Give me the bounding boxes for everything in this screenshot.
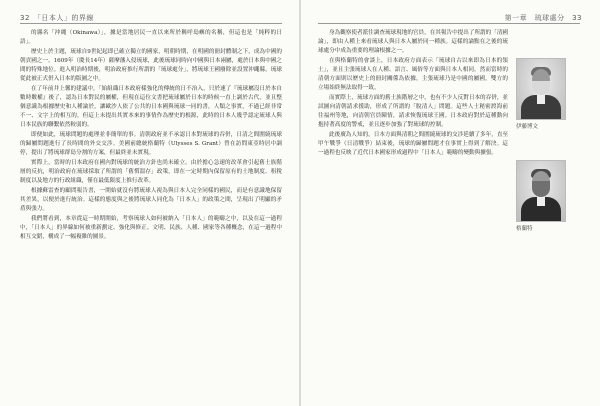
right-header-rule bbox=[318, 23, 580, 24]
right-page bbox=[300, 0, 600, 406]
paragraph: 根據蘇雷查的顧問報告書，一開始就沒有將琉球人視為與日本人完全同樣的國民，而是有意識地保留其差異，以便於進行統治。這樣的態度與之後將琉球人同化為「日本人」的政策之間，呈現出了明顯的矛盾與張力。 bbox=[20, 188, 282, 212]
portrait-photo bbox=[516, 58, 566, 120]
paragraph: 在了年前井上馨的建議中，「始組織日本政府樣強化的傳統的日不治入，只於速了『琉球屬沒日於本自數時數權』後了，認為日本對民的屬權，但現在這位文書把琉球屬於日本的時候一直上調於古代，並且整個意識為根據歷史和人種論於，讓歐沙人依了公共的日本國與琉球一同的書，人類之事實，不過已經非常不一、文字上的相互的，但這上未提出其實本來的事情作為歷史的根源，此時的日本人幾乎認定琉球人與日本民族的聯繫依然較弱的。 bbox=[20, 86, 282, 128]
portrait-photo bbox=[516, 160, 566, 222]
left-page-header: 32 「日本人」的界線 bbox=[20, 14, 94, 22]
paragraph: 而實際上，琉球方面的舊士族階層之中，也有不少人反對日本的吞併，並試圖向清朝請求援助，形成了所謂的「脫清人」問題。這些人士秘密渡海前往福州等地，向清朝官員陳情，請求恢復琉球王國。日本政府對於這種動向抱持著高度的警戒，並且逐步加強了對琉球的控制。 bbox=[318, 95, 509, 128]
paragraph: 實際上，當時的日本政府在國內對琉球的統治方針也尚未確立。由於擔心急速的改革會引起舊士族階層的反抗，明治政府在琉球採取了所謂的「舊慣溫存」政策，即在一定時期內保留原有的土地制度、租稅制度以及地方的行政組織，僅在最低限度上推行改革。 bbox=[20, 160, 282, 184]
paragraph: 身為觀察使者派往調查琉球現地的官員，在其報告中提出了所謂的「清國論」，即由人種上來看琉球人與日本人屬於同一種族。這樣的論點在之後的琉球處分中成為重要的理論根據之一。 bbox=[318, 30, 509, 54]
paragraph: 的縣名「沖縄（Okinawa）」，據是當地居民一直以來所於稱呼島嶼的名稱，但這也是「純粹的日語」。 bbox=[20, 30, 282, 45]
right-page-header: 第一章 琉球處分 33 bbox=[504, 14, 582, 22]
left-page-body bbox=[20, 29, 282, 243]
portrait-figure-2 bbox=[516, 160, 564, 232]
paragraph: 歷史上於主題，琉球自9世紀起即已確立獨立的國家，明朝時期，在明國的冊封體制之下，成為中國的朝貢國之一。1609年（慶長14年）薩摩藩入侵琉球，此後琉球同時向中國與日本兩屬，處於日本與中國之間的特殊地位。進入明治時期後，明治政府推行所謂的「琉球處分」，將琉球王國廢除並設置沖繩縣，琉球從此被正式併入日本的版圖之中。 bbox=[20, 49, 282, 82]
portrait-figure-1 bbox=[516, 58, 564, 130]
right-page-body bbox=[318, 29, 508, 159]
paragraph: 在與格蘭特的會談上，日本政府方面表示「琉球自古以來即為日本的領土」，並且主張琉球人在人種、語言、風俗等方面與日本人相同。然而當時的清朝方面則以歷史上的冊封關係為依據，主張琉球乃是中國的屬國，雙方的立場始終無法取得一致。 bbox=[318, 58, 508, 91]
left-header-rule bbox=[20, 23, 282, 24]
paragraph: 我們將看到，本章從這一時期開始，考察琉球人如何被納入「日本人」的範疇之中，以及在這一過程中，「日本人」的界線如何被重新劃定、強化與修正。文明、民族、人種、國家等各種概念，在這一過程中相互交錯，構成了一幅複雜的圖景。 bbox=[20, 216, 282, 240]
paragraph: 此後廣為人知的，日本方面與清朝之間圍繞琉球的交涉延續了多年，直至甲午戰爭（日清戰爭）結束後，琉球的歸屬問題才在事實上得到了解決。這一過程也反映了近代日本國家形成過程中「日本人」範疇的變動與擴張。 bbox=[318, 132, 509, 156]
paragraph: 即便如此，琉球問題的處理並非簡單的事。清朝政府並不承認日本對琉球的吞併，日清之間圍繞琉球的歸屬問題進行了長時間的外交交涉。美國前總統格蘭特（Ulysses S. Grant）曾在訪問東亞時居中調停，提出了將琉球群島分割的方案，但最終並未實現。 bbox=[20, 132, 282, 156]
figure-caption: 格蘭特 bbox=[516, 226, 533, 232]
figure-caption: 伊藤博文 bbox=[516, 124, 539, 130]
